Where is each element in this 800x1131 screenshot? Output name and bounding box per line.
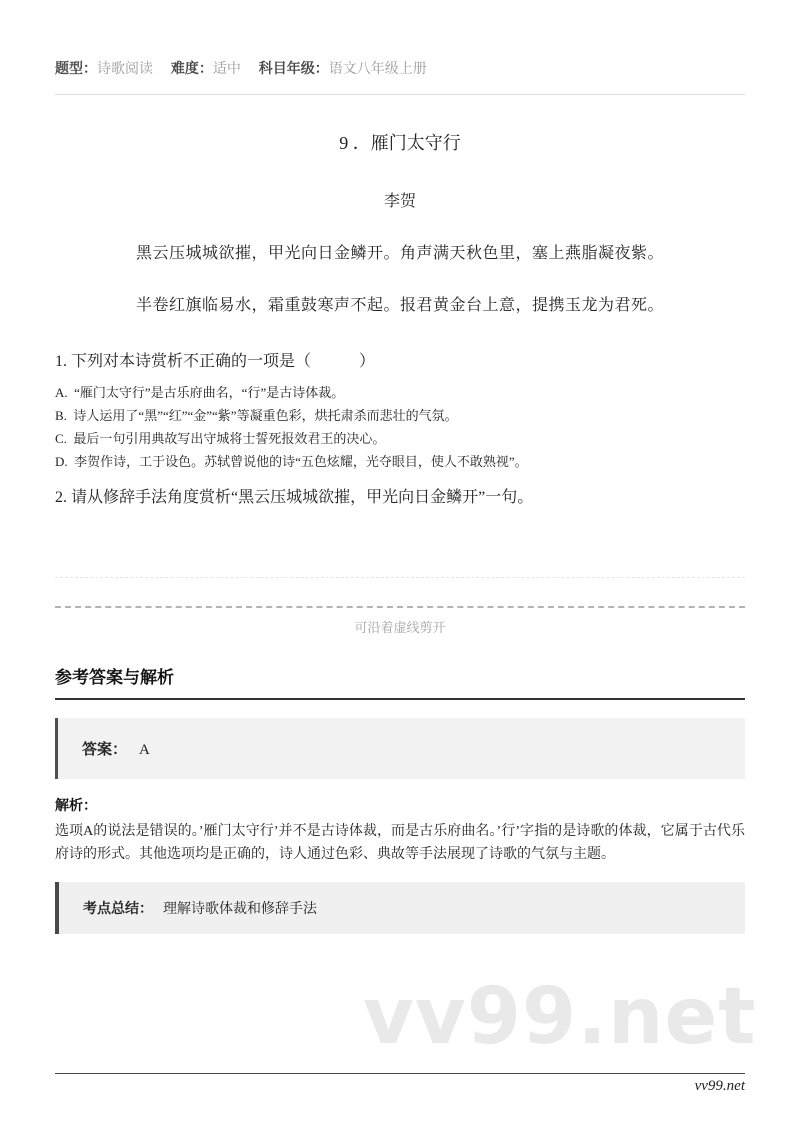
analysis-label: 解析： [55,797,97,813]
meta-field-difficulty [171,60,241,76]
question-title: 9 ．雁门太守行 [339,133,461,153]
meta-field-subject-grade [259,60,427,76]
answer-label: 答案： [82,741,128,758]
answer-box [55,718,745,779]
meta-field-value: 适中 [212,60,241,76]
question-1-stem: 1. 下列对本诗赏析不正确的一项是（ ） [55,353,376,370]
meta-field-type [55,60,153,76]
poem-author: 李贺 [383,193,416,210]
cut-dashed-line [55,606,745,608]
poem-line: 半卷红旗临易水，霜重鼓寒声不起。报君黄金台上意，提携玉龙为君死。 [135,297,664,314]
footer-divider [55,1073,745,1074]
question-option-b: B. 诗人运用了“黑”“红”“金”“紫”等凝重色彩，烘托肃杀而悲壮的气氛。 [55,408,458,423]
question-option-d: D. 李贺作诗，工于设色。苏轼曾说他的诗“五色炫耀，光夺眼目，使人不敢熟视”。 [55,454,528,469]
meta-field-label: 科目年级： [258,60,329,76]
meta-field-value: 诗歌阅读 [97,60,153,76]
answer-section-heading: 参考答案与解析 [55,663,745,700]
question-option-a: A. “雁门太守行”是古乐府曲名，“行”是古诗体裁。 [55,385,345,400]
question-option-c: C. 最后一句引用典故写出守城将士誓死报效君王的决心。 [55,431,386,446]
cut-dashed-line-faint [55,577,745,578]
poem-line: 黑云压城城欲摧，甲光向日金鳞开。角声满天秋色里，塞上燕脂凝夜紫。 [135,245,664,262]
watermark-text: vv99.net [363,972,757,1062]
analysis-text: 选项A的说法是错误的。’雁门太守行’并不是古诗体裁，而是古乐府曲名。’行’字指的是诗歌的体裁，它属于古代乐府诗的形式。其他选项均是正确的，诗人通过色彩、典故等手法展现了诗歌的气氛与主题。 [55,824,745,862]
question-1-options [55,381,745,473]
meta-field-label: 题型： [55,60,97,76]
answer-value: A [139,742,150,758]
meta-field-label: 难度： [170,60,213,76]
meta-field-value: 语文八年级上册 [328,60,427,76]
question-meta-header [55,58,745,78]
keypoint-label: 考点总结： [83,900,153,916]
cut-hint-text: 可沿着虚线剪开 [354,620,446,635]
footer-site-text: vv99.net [694,1078,745,1094]
keypoint-text: 理解诗歌体裁和修辞手法 [163,902,317,917]
header-divider [55,94,745,95]
keypoint-box [55,882,745,934]
question-2-stem: 2. 请从修辞手法角度赏析“黑云压城城欲摧，甲光向日金鳞开”一句。 [55,489,534,506]
